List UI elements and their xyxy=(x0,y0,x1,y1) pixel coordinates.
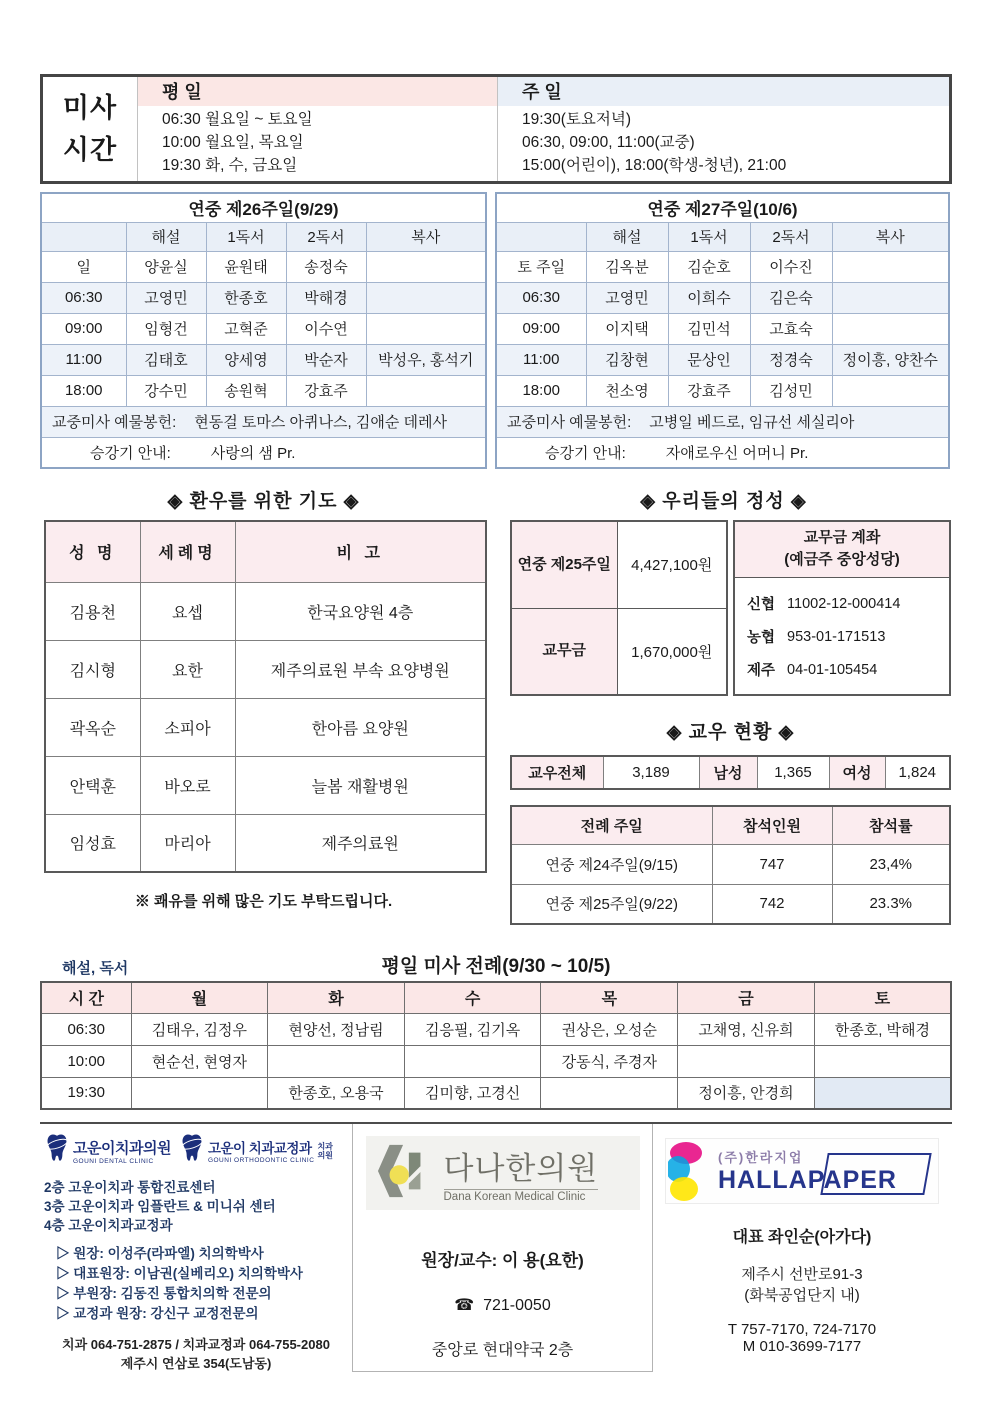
table-cell: 11:00 xyxy=(496,344,586,375)
section-titles-row xyxy=(40,486,992,513)
table-cell: 교우전체 xyxy=(511,756,603,789)
table-cell: 한아름 요양원 xyxy=(235,698,486,756)
prayer-section-title: ◈ 환우를 위한 기도 ◈ xyxy=(167,491,360,512)
table-cell: 권상은, 오성순 xyxy=(541,1013,678,1045)
table-cell: 742 xyxy=(712,884,832,924)
orthodontic-clinic-subtitle: GOUNI ORTHODONTIC CLINIC xyxy=(207,1157,315,1164)
table-row xyxy=(496,282,949,313)
table-row xyxy=(41,282,486,313)
table-cell: 여성 xyxy=(829,756,885,789)
tooth-icon xyxy=(44,1132,70,1169)
column-header: 1독서 xyxy=(206,222,286,251)
table-cell: 09:00 xyxy=(496,313,586,344)
prayer-column xyxy=(40,520,487,911)
table-cell: 한종호, 오용국 xyxy=(268,1077,405,1109)
sunday-mass-cell xyxy=(498,76,951,183)
table-cell: 김용천 xyxy=(45,582,140,640)
dana-director: 원장/교수: 이 용(요한) xyxy=(421,1251,584,1270)
mass-times-label xyxy=(42,76,138,183)
table-cell: 953-01-171513 xyxy=(787,628,886,645)
text-line: 06:30, 09:00, 11:00(교중) xyxy=(522,134,695,151)
text-line: 06:30 월요일 ~ 토요일 xyxy=(162,111,313,128)
table-row xyxy=(41,1013,951,1045)
table-cell: 강동식, 주경자 xyxy=(541,1045,678,1077)
week26-offering-row xyxy=(41,406,486,437)
table-cell: 박해경 xyxy=(286,282,366,313)
table-cell: 1,365 xyxy=(757,756,829,789)
table-cell: 송정숙 xyxy=(286,251,366,282)
table-cell: 현순선, 현영자 xyxy=(131,1045,268,1077)
table-cell: 이희수 xyxy=(668,282,750,313)
table-cell: 09:00 xyxy=(41,313,126,344)
week26-elevator-row xyxy=(41,437,486,468)
table-row xyxy=(496,313,949,344)
weekday-mass-cell xyxy=(138,76,498,183)
dental-floor-list xyxy=(40,1178,352,1235)
week27-elevator-row xyxy=(496,437,949,468)
table-cell: 요한 xyxy=(140,640,235,698)
elevator-label: 승강기 안내: xyxy=(545,444,626,462)
halla-telephone: T 757-7170, 724-7170 xyxy=(727,1321,877,1338)
table-cell: 안택훈 xyxy=(45,756,140,814)
table-cell: 김응필, 김기옥 xyxy=(404,1013,541,1045)
table-cell xyxy=(366,375,486,406)
table-cell: 06:30 xyxy=(41,282,126,313)
week27-schedule-table xyxy=(495,192,950,469)
members-section-title: ◈ 교우 현황 ◈ xyxy=(666,722,795,743)
elevator-label: 승강기 안내: xyxy=(90,444,171,462)
week26-title-row xyxy=(41,193,486,222)
table-cell xyxy=(832,375,949,406)
column-header xyxy=(496,222,586,251)
table-cell: 제주의료원 xyxy=(235,814,486,872)
table-cell: 1,824 xyxy=(885,756,950,789)
week26-body xyxy=(41,251,486,406)
paint-blobs-icon xyxy=(668,1141,716,1208)
text-line: 15:00(어린이), 18:00(학생-청년), 21:00 xyxy=(522,157,787,174)
table-cell: 고혁준 xyxy=(206,313,286,344)
members-total-table xyxy=(510,755,951,790)
prayer-header-row xyxy=(45,521,486,582)
weekday-liturgy-table xyxy=(40,981,952,1110)
table-cell: 남성 xyxy=(699,756,757,789)
halla-mobile: M 010-3699-7177 xyxy=(742,1338,862,1355)
halla-address-line1: 제주시 선반로91-3 xyxy=(741,1266,863,1283)
dana-clinic-name: 다나한의원 xyxy=(443,1151,599,1186)
column-header: 해설 xyxy=(586,222,668,251)
attendance-table xyxy=(510,805,951,925)
table-row xyxy=(496,344,949,375)
table-cell: 김옥분 xyxy=(586,251,668,282)
weekday-liturgy-title: 평일 미사 전례(9/30 ~ 10/5) xyxy=(381,956,611,977)
table-row xyxy=(511,844,950,884)
ads-row xyxy=(40,1124,952,1372)
table-cell: 임성효 xyxy=(45,814,140,872)
text-line: 2층 고운이치과 통합진료센터 xyxy=(44,1180,216,1195)
table-row xyxy=(41,1077,951,1109)
table-cell xyxy=(404,1045,541,1077)
dental-phone: 치과 064-751-2875 / 치과교정과 064-755-2080 xyxy=(62,1337,330,1352)
account-list xyxy=(743,587,904,686)
table-cell: 고채영, 신유희 xyxy=(678,1013,815,1045)
table-cell: 박순자 xyxy=(286,344,366,375)
orthodontic-clinic-badge: 치과의원 xyxy=(317,1141,333,1160)
week27-title-row xyxy=(496,193,949,222)
text-line: 19:30 화, 수, 금요일 xyxy=(162,157,298,174)
table-row xyxy=(743,653,904,686)
mass-times-table xyxy=(40,74,952,184)
dana-clinic-subtitle: Dana Korean Medical Clinic xyxy=(444,1189,599,1203)
table-cell: 박성우, 홍석기 xyxy=(366,344,486,375)
table-cell: 윤원태 xyxy=(206,251,286,282)
table-cell: 김창현 xyxy=(586,344,668,375)
offering-amounts-table xyxy=(510,520,728,696)
table-cell: 제주 xyxy=(747,663,776,679)
text-line: 3층 고운이치과 임플란트 & 미니쉬 센터 xyxy=(44,1199,276,1214)
ad-gouni-dental xyxy=(40,1124,352,1372)
table-cell: 연중 제25주일 xyxy=(511,521,617,608)
text-line: ▷ 대표원장: 이남권(실베리오) 치의학박사 xyxy=(56,1266,303,1281)
sunday-mass-header: 주 일 xyxy=(498,77,949,106)
table-cell: 농협 xyxy=(747,630,776,646)
table-cell: 천소영 xyxy=(586,375,668,406)
table-row xyxy=(41,1045,951,1077)
schedule-tables-row xyxy=(40,192,992,469)
halla-company-english: HALLAPAPER xyxy=(718,1166,897,1194)
table-cell: 양세영 xyxy=(206,344,286,375)
week26-title: 연중 제26주일(9/29) xyxy=(41,193,486,222)
table-cell: 이지택 xyxy=(586,313,668,344)
column-header: 참석률 xyxy=(832,806,950,844)
table-row xyxy=(41,251,486,282)
offering-section-title: ◈ 우리들의 정성 ◈ xyxy=(640,491,807,512)
table-cell: 이수진 xyxy=(750,251,832,282)
attendance-body xyxy=(511,844,950,924)
dana-address: 중앙로 현대약국 2층 xyxy=(431,1342,574,1359)
halla-logo xyxy=(665,1138,939,1204)
table-cell: 교무금 xyxy=(511,608,617,695)
table-cell xyxy=(832,251,949,282)
text-line: 19:30(토요저녁) xyxy=(522,111,632,128)
dental-clinic-name: 고운이치과의원 xyxy=(73,1139,171,1157)
table-cell: 4,427,100원 xyxy=(617,521,727,608)
text-line: ▷ 부원장: 김동진 통합치의학 전문의 xyxy=(56,1286,272,1301)
offering-label: 교중미사 예물봉헌: xyxy=(507,414,632,431)
table-cell: 정경숙 xyxy=(750,344,832,375)
column-header: 복사 xyxy=(366,222,486,251)
text-line: ▷ 원장: 이성주(라파엘) 치의학박사 xyxy=(56,1246,264,1261)
table-row xyxy=(45,582,486,640)
week27-offering-row xyxy=(496,406,949,437)
table-cell: 04-01-105454 xyxy=(787,661,878,678)
table-cell: 김시형 xyxy=(45,640,140,698)
column-header: 세례명 xyxy=(140,521,235,582)
weekday-mass-times xyxy=(138,106,497,181)
column-header: 월 xyxy=(131,982,268,1013)
table-cell xyxy=(678,1045,815,1077)
main-content-row xyxy=(40,520,992,925)
table-cell: 747 xyxy=(712,844,832,884)
column-header: 2독서 xyxy=(750,222,832,251)
dental-clinic-subtitle: GOUNI DENTAL CLINIC xyxy=(73,1157,154,1165)
table-cell: 고영민 xyxy=(586,282,668,313)
table-cell: 김태호 xyxy=(126,344,206,375)
offering-value: 현동걸 토마스 아퀴나스, 김애순 데레사 xyxy=(194,414,447,431)
dental-logos xyxy=(40,1132,352,1169)
account-title-line1: 교무금 계좌 xyxy=(803,529,881,546)
table-cell: 11:00 xyxy=(41,344,126,375)
dana-logo xyxy=(366,1136,640,1210)
table-cell: 강수민 xyxy=(126,375,206,406)
table-cell: 정이흥, 안경희 xyxy=(678,1077,815,1109)
table-cell xyxy=(366,251,486,282)
table-row xyxy=(511,756,950,789)
column-header: 시 간 xyxy=(41,982,131,1013)
halla-address xyxy=(653,1264,951,1306)
table-row xyxy=(45,756,486,814)
mass-label-line1: 미사 xyxy=(62,93,118,123)
account-title-line2: (예금주 중앙성당) xyxy=(784,551,900,568)
table-cell: 김성민 xyxy=(750,375,832,406)
week27-body xyxy=(496,251,949,406)
orthodontic-clinic-name: 고운이 치과교정과 xyxy=(207,1141,312,1156)
column-header: 화 xyxy=(268,982,405,1013)
column-header: 목 xyxy=(541,982,678,1013)
dana-phone-number: 721-0050 xyxy=(483,1297,551,1314)
table-cell: 11002-12-000414 xyxy=(787,595,901,612)
table-row xyxy=(496,251,949,282)
table-cell: 문상인 xyxy=(668,344,750,375)
prayer-note: ※ 쾌유를 위해 많은 기도 부탁드립니다. xyxy=(134,893,393,910)
table-cell: 23.3% xyxy=(832,884,950,924)
table-cell xyxy=(366,313,486,344)
weekday-mass-header: 평 일 xyxy=(138,77,497,106)
dana-phone-line xyxy=(353,1295,652,1315)
column-header: 해설 xyxy=(126,222,206,251)
table-cell: 제주의료원 부속 요양병원 xyxy=(235,640,486,698)
week27-header-row xyxy=(496,222,949,251)
table-cell: 연중 제24주일(9/15) xyxy=(511,844,712,884)
table-cell: 18:00 xyxy=(41,375,126,406)
table-row xyxy=(45,814,486,872)
column-header xyxy=(41,222,126,251)
column-header: 비 고 xyxy=(235,521,486,582)
table-cell: 곽옥순 xyxy=(45,698,140,756)
mass-label-line2: 시간 xyxy=(62,135,118,165)
table-cell: 마리아 xyxy=(140,814,235,872)
table-cell: 한종호 xyxy=(206,282,286,313)
table-cell xyxy=(366,282,486,313)
column-header: 토 xyxy=(814,982,951,1013)
column-header: 수 xyxy=(404,982,541,1013)
phone-icon: ☎ xyxy=(454,1297,475,1314)
weekday-liturgy-header-row xyxy=(41,982,951,1013)
account-box xyxy=(733,520,951,696)
prayer-body xyxy=(45,582,486,872)
halla-ceo: 대표 좌인순(아가다) xyxy=(732,1229,872,1246)
table-cell xyxy=(832,313,949,344)
table-cell: 현양선, 정남림 xyxy=(268,1013,405,1045)
table-row xyxy=(496,375,949,406)
table-cell: 06:30 xyxy=(41,1013,131,1045)
table-row xyxy=(45,640,486,698)
tooth-icon xyxy=(179,1132,205,1169)
table-cell: 강효주 xyxy=(286,375,366,406)
ad-dana-clinic xyxy=(352,1124,653,1372)
elevator-value: 자애로우신 어머니 Pr. xyxy=(665,444,809,462)
table-cell: 19:30 xyxy=(41,1077,131,1109)
table-cell: 바오로 xyxy=(140,756,235,814)
table-cell: 일 xyxy=(41,251,126,282)
dental-address: 제주시 연삼로 354(도남동) xyxy=(120,1356,272,1371)
table-cell: 23,4% xyxy=(832,844,950,884)
offering-label: 교중미사 예물봉헌: xyxy=(52,414,177,431)
table-cell xyxy=(814,1045,951,1077)
table-cell: 김은숙 xyxy=(750,282,832,313)
text-line: 4층 고운이치과교정과 xyxy=(44,1218,173,1233)
table-cell: 18:00 xyxy=(496,375,586,406)
column-header: 2독서 xyxy=(286,222,366,251)
table-row xyxy=(45,698,486,756)
table-cell: 김태우, 김정우 xyxy=(131,1013,268,1045)
column-header: 1독서 xyxy=(668,222,750,251)
column-header: 전례 주일 xyxy=(511,806,712,844)
table-cell xyxy=(268,1045,405,1077)
sunday-mass-times xyxy=(498,106,949,181)
halla-company-korean: (주)한라지업 xyxy=(718,1150,804,1165)
table-cell: 06:30 xyxy=(496,282,586,313)
table-cell: 고효숙 xyxy=(750,313,832,344)
table-cell: 한국요양원 4층 xyxy=(235,582,486,640)
table-row xyxy=(743,587,904,620)
column-header: 성 명 xyxy=(45,521,140,582)
weekday-liturgy-body xyxy=(41,1013,951,1109)
column-header: 금 xyxy=(678,982,815,1013)
table-cell xyxy=(814,1077,951,1109)
table-cell: 양윤실 xyxy=(126,251,206,282)
table-cell: 3,189 xyxy=(603,756,699,789)
table-row xyxy=(511,521,727,608)
attendance-header-row xyxy=(511,806,950,844)
table-cell xyxy=(131,1077,268,1109)
account-title xyxy=(735,522,949,578)
table-cell: 임형건 xyxy=(126,313,206,344)
table-cell: 토 주일 xyxy=(496,251,586,282)
table-cell: 김미향, 고경신 xyxy=(404,1077,541,1109)
week26-header-row xyxy=(41,222,486,251)
prayer-table xyxy=(44,520,487,873)
offering-box xyxy=(510,520,951,696)
table-row xyxy=(743,620,904,653)
text-line: ▷ 교정과 원장: 강신구 교정전문의 xyxy=(56,1306,259,1321)
dental-staff-list xyxy=(40,1244,352,1324)
week27-title: 연중 제27주일(10/6) xyxy=(496,193,949,222)
gouni-dental-logo xyxy=(44,1132,171,1169)
week26-schedule-table xyxy=(40,192,487,469)
table-row xyxy=(41,344,486,375)
mass-times-row xyxy=(42,76,951,183)
table-row xyxy=(511,608,727,695)
table-cell: 한종호, 박해경 xyxy=(814,1013,951,1045)
table-cell: 늘봄 재활병원 xyxy=(235,756,486,814)
halla-address-line2: (화북공업단지 내) xyxy=(744,1287,860,1304)
table-cell: 이수연 xyxy=(286,313,366,344)
table-row xyxy=(41,375,486,406)
table-row xyxy=(41,313,486,344)
table-cell: 10:00 xyxy=(41,1045,131,1077)
text-line: 10:00 월요일, 목요일 xyxy=(162,134,304,151)
gouni-orthodontic-logo xyxy=(179,1132,336,1169)
table-cell: 송원혁 xyxy=(206,375,286,406)
dana-logo-icon xyxy=(376,1143,434,1204)
table-row xyxy=(511,884,950,924)
table-cell: 김민석 xyxy=(668,313,750,344)
table-cell: 고영민 xyxy=(126,282,206,313)
table-cell: 강효주 xyxy=(668,375,750,406)
column-header: 복사 xyxy=(832,222,949,251)
elevator-value: 사랑의 샘 Pr. xyxy=(210,444,296,462)
table-cell: 요셉 xyxy=(140,582,235,640)
table-cell: 신협 xyxy=(747,597,776,613)
table-cell: 1,670,000원 xyxy=(617,608,727,695)
table-cell: 김순호 xyxy=(668,251,750,282)
table-cell: 정이흥, 양찬수 xyxy=(832,344,949,375)
table-cell xyxy=(832,282,949,313)
weekday-liturgy-titlebar xyxy=(0,951,992,981)
column-header: 참석인원 xyxy=(712,806,832,844)
table-cell: 소피아 xyxy=(140,698,235,756)
offering-value: 고병일 베드로, 임규선 세실리아 xyxy=(649,414,855,431)
table-cell: 연중 제25주일(9/22) xyxy=(511,884,712,924)
offering-column xyxy=(510,520,951,925)
ad-halla-paper xyxy=(653,1124,951,1372)
commentary-reading-label: 해설, 독서 xyxy=(62,960,129,977)
table-cell xyxy=(541,1077,678,1109)
